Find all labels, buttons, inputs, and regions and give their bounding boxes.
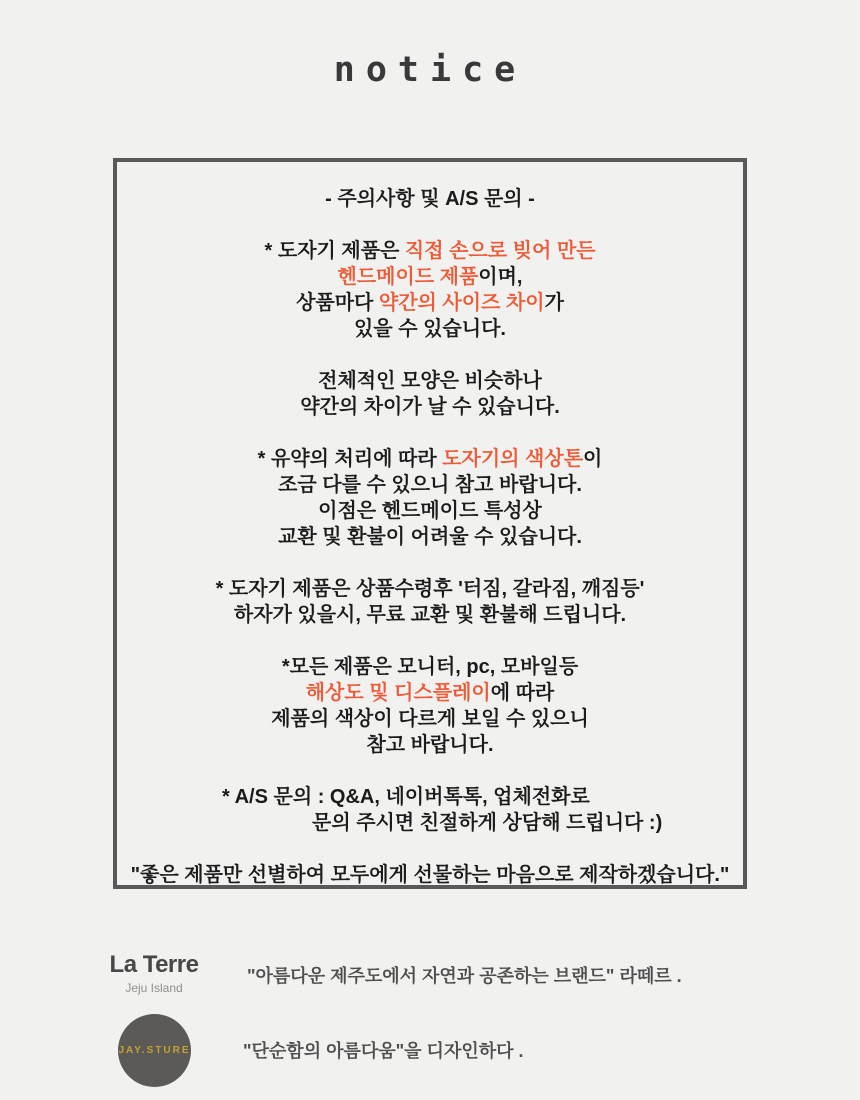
highlight-text: 약간의 사이즈 차이 <box>378 292 545 314</box>
notice-text: 가 <box>544 292 564 314</box>
highlight-text: 직접 손으로 빚어 만든 <box>404 240 596 262</box>
highlight-text: 해상도 및 디스플레이 <box>305 682 491 704</box>
notice-paragraph-shape <box>117 368 743 420</box>
notice-line <box>117 446 743 472</box>
notice-line: * A/S 문의 : Q&A, 네이버톡톡, 업체전화로 <box>222 786 590 808</box>
highlight-text: 도자기의 색상톤 <box>442 448 584 470</box>
design-quote: "단순함의 아름다움"을 디자인하다 . <box>243 1041 524 1061</box>
notice-header: - 주의사항 및 A/S 문의 - <box>325 188 535 210</box>
highlight-text: 헨드메이드 제품 <box>337 266 479 288</box>
notice-text: 에 따라 <box>490 682 555 704</box>
notice-line <box>117 264 743 290</box>
brand-subtitle: Jeju Island <box>125 981 183 995</box>
notice-line: 이점은 헨드메이드 특성상 <box>318 500 542 522</box>
jaysture-logo <box>118 1014 191 1087</box>
page-title: notice <box>333 50 527 90</box>
notice-text: * 도자기 제품은 <box>264 240 405 262</box>
brand-quote: "아름다운 제주도에서 자연과 공존하는 브랜드" 라떼르 . <box>247 966 682 986</box>
notice-paragraph-handmade <box>117 238 743 342</box>
notice-paragraph-as-inquiry <box>117 784 743 836</box>
notice-line <box>117 238 743 264</box>
notice-line: 제품의 색상이 다르게 보일 수 있으니 <box>271 708 589 730</box>
jaysture-logo-text: JAY.STURE <box>118 1045 191 1056</box>
notice-line: 있을 수 있습니다. <box>354 318 506 340</box>
notice-line: *모든 제품은 모니터, pc, 모바일등 <box>281 656 579 678</box>
notice-text: 상품마다 <box>296 292 379 314</box>
notice-text: * 유약의 처리에 따라 <box>257 448 443 470</box>
notice-line: * 도자기 제품은 상품수령후 '터짐, 갈라짐, 깨짐등' <box>215 578 645 600</box>
notice-line: 약간의 차이가 날 수 있습니다. <box>300 396 560 418</box>
brand-laterre <box>106 951 202 995</box>
notice-line: 문의 주시면 친절하게 상담해 드립니다 :) <box>312 812 663 834</box>
notice-text: 이 <box>583 448 603 470</box>
notice-paragraph-glaze <box>117 446 743 550</box>
brand-name: La Terre <box>109 951 199 978</box>
notice-text: 이며, <box>478 266 523 288</box>
closing-quote: "좋은 제품만 선별하여 모두에게 선물하는 마음으로 제작하겠습니다." <box>130 864 730 886</box>
notice-line: 교환 및 환불이 어려울 수 있습니다. <box>278 526 582 548</box>
notice-paragraph-defect <box>117 576 743 628</box>
notice-line <box>117 680 743 706</box>
notice-paragraph-display <box>117 654 743 758</box>
notice-line: 전체적인 모양은 비슷하나 <box>318 370 542 392</box>
notice-box <box>113 158 747 889</box>
notice-line: 하자가 있을시, 무료 교환 및 환불해 드립니다. <box>233 604 627 626</box>
notice-line <box>117 290 743 316</box>
notice-line: 참고 바랍니다. <box>366 734 494 756</box>
notice-line: 조금 다를 수 있으니 참고 바랍니다. <box>278 474 582 496</box>
